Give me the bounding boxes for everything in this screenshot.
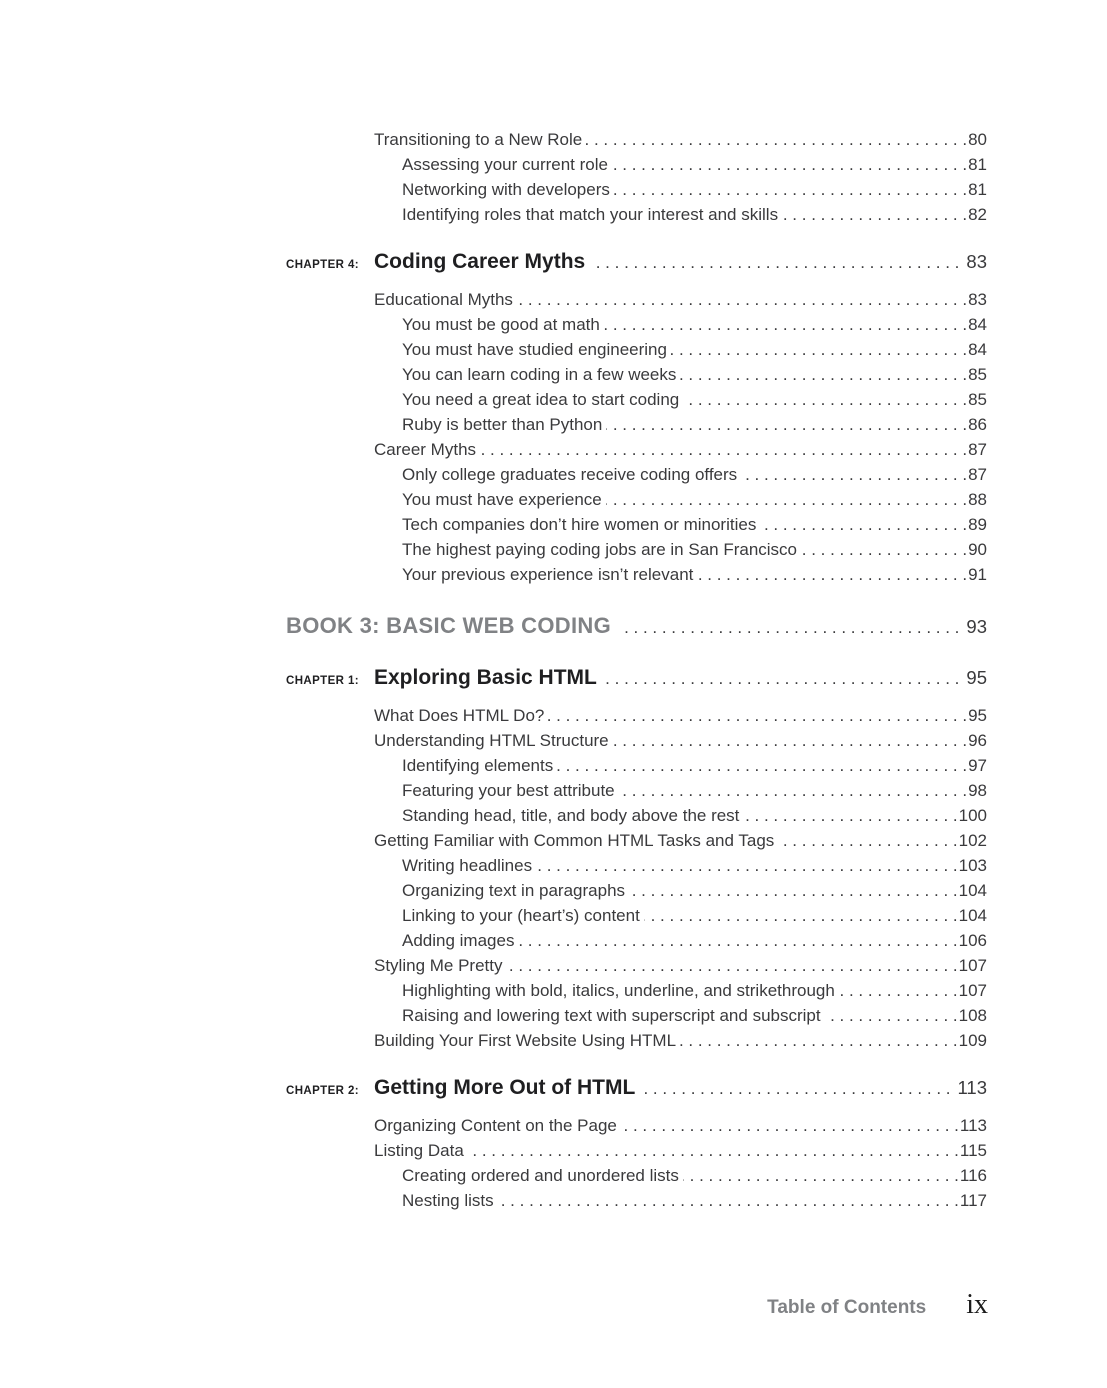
entry-title: You must have experience: [402, 490, 602, 509]
page-number: 115: [959, 1141, 987, 1160]
entry-title: You must have studied engineering: [402, 340, 667, 359]
entry-title: Career Myths: [374, 440, 477, 459]
page-number: 104: [958, 906, 987, 925]
page-number: 95: [968, 706, 987, 725]
dot-leader: [602, 663, 960, 694]
chapter-label: CHAPTER 4:: [286, 259, 360, 271]
dot-leader: [839, 978, 958, 1003]
toc-entry: [286, 978, 987, 1003]
book-title: BOOK 3: BASIC WEB CODING: [286, 613, 611, 638]
page-number: 97: [968, 756, 987, 775]
dot-leader: [621, 1113, 959, 1138]
toc-entry: [286, 412, 987, 437]
page-number: 86: [968, 415, 987, 434]
toc-entry: [286, 1113, 987, 1138]
entry-title: Listing Data: [374, 1141, 464, 1160]
entry-title: Creating ordered and unordered lists: [402, 1166, 679, 1185]
dot-leader: [586, 127, 967, 152]
page-number: 81: [968, 155, 987, 174]
page-footer: [767, 1289, 988, 1321]
dot-leader: [619, 778, 967, 803]
entry-title: Organizing text in paragraphs: [402, 881, 626, 900]
dot-leader: [507, 953, 958, 978]
dot-leader: [743, 803, 957, 828]
dot-leader: [518, 928, 957, 953]
toc-entry: [286, 562, 987, 587]
page-number: 81: [968, 180, 987, 199]
footer-page-number: ix: [966, 1289, 988, 1320]
entry-title: Getting Familiar with Common HTML Tasks and Tags: [374, 831, 775, 850]
chapter-title: Exploring Basic HTML: [374, 666, 597, 689]
page-number: 98: [968, 781, 987, 800]
dot-leader: [640, 1073, 950, 1104]
toc-entry: [286, 928, 987, 953]
entry-title: Adding images: [402, 931, 515, 950]
entry-title: Identifying elements: [402, 756, 554, 775]
toc-entry: [286, 312, 987, 337]
page-number: 96: [968, 731, 987, 750]
entry-title: Highlighting with bold, italics, underline, and strikethrough: [402, 981, 835, 1000]
page-number: 102: [958, 831, 987, 850]
page-number: 84: [968, 340, 987, 359]
toc-entry: [286, 828, 987, 853]
chapter-heading: [286, 662, 987, 697]
entry-title: Linking to your (heart’s) content: [402, 906, 640, 925]
dot-leader: [782, 202, 967, 227]
chapter-label: CHAPTER 2:: [286, 1085, 360, 1097]
dot-leader: [741, 462, 967, 487]
chapter-label: CHAPTER 1:: [286, 675, 360, 687]
page-number: 107: [958, 956, 987, 975]
entry-title: Tech companies don’t hire women or minorities: [402, 515, 757, 534]
page-number: 80: [968, 130, 987, 149]
entry-title: Writing headlines: [402, 856, 533, 875]
toc-entry: [286, 537, 987, 562]
entry-title: Networking with developers: [402, 180, 610, 199]
entry-title: Organizing Content on the Page: [374, 1116, 617, 1135]
entry-title: Building Your First Website Using HTML: [374, 1031, 677, 1050]
toc-entry: [286, 1163, 987, 1188]
dot-leader: [680, 362, 967, 387]
entry-title: Raising and lowering text with superscript and subscript: [402, 1006, 821, 1025]
toc-entry: [286, 437, 987, 462]
page-number: 90: [968, 540, 987, 559]
dot-leader: [671, 337, 967, 362]
page-number: 85: [968, 365, 987, 384]
page-number: 108: [958, 1006, 987, 1025]
toc-entry: [286, 878, 987, 903]
page-number: 93: [966, 616, 987, 637]
toc-entry: [286, 1188, 987, 1213]
toc-entry: [286, 512, 987, 537]
toc-entry: [286, 127, 987, 152]
dot-leader: [697, 562, 967, 587]
toc-entry: [286, 903, 987, 928]
entry-title: You can learn coding in a few weeks: [402, 365, 677, 384]
entry-title: Styling Me Pretty: [374, 956, 503, 975]
dot-leader: [683, 1163, 959, 1188]
entry-title: Featuring your best attribute: [402, 781, 615, 800]
entry-title: Educational Myths: [374, 290, 513, 309]
footer-section-label: Table of Contents: [767, 1297, 927, 1318]
entry-title: Ruby is better than Python: [402, 415, 603, 434]
entry-title: Your previous experience isn’t relevant: [402, 565, 694, 584]
dot-leader: [536, 853, 958, 878]
toc-entry: [286, 853, 987, 878]
dot-leader: [618, 612, 959, 643]
page-number: 100: [958, 806, 987, 825]
book-heading: [286, 610, 987, 643]
dot-leader: [801, 537, 967, 562]
dot-leader: [606, 487, 967, 512]
toc-entry: [286, 1138, 987, 1163]
toc-entry: [286, 953, 987, 978]
page-number: 106: [958, 931, 987, 950]
dot-leader: [557, 753, 967, 778]
page-number: 116: [959, 1166, 987, 1185]
dot-leader: [825, 1003, 958, 1028]
page-number: 83: [966, 251, 987, 272]
chapter-title: Coding Career Myths: [374, 250, 586, 273]
entry-title: Understanding HTML Structure: [374, 731, 609, 750]
toc-entry: [286, 152, 987, 177]
dot-leader: [683, 387, 967, 412]
dot-leader: [644, 903, 958, 928]
dot-leader: [480, 437, 967, 462]
chapter-title: Getting More Out of HTML: [374, 1076, 636, 1099]
entry-title: Assessing your current role: [402, 155, 608, 174]
entry-title: You need a great idea to start coding: [402, 390, 680, 409]
toc-entry: [286, 387, 987, 412]
toc-entry: [286, 803, 987, 828]
dot-leader: [778, 828, 957, 853]
page-number: 89: [968, 515, 987, 534]
page-number: 87: [968, 465, 987, 484]
dot-leader: [760, 512, 967, 537]
entry-title: Transitioning to a New Role: [374, 130, 583, 149]
entry-title: Standing head, title, and body above the rest: [402, 806, 740, 825]
dot-leader: [590, 247, 959, 278]
chapter-heading: [286, 1072, 987, 1107]
entry-title: What Does HTML Do?: [374, 706, 545, 725]
page-number: 103: [958, 856, 987, 875]
page-number: 109: [958, 1031, 987, 1050]
entry-title: Only college graduates receive coding offers: [402, 465, 738, 484]
dot-leader: [548, 703, 967, 728]
dot-leader: [680, 1028, 958, 1053]
toc-entry: [286, 728, 987, 753]
dot-leader: [517, 287, 967, 312]
dot-leader: [629, 878, 958, 903]
toc-entry: [286, 753, 987, 778]
entry-title: The highest paying coding jobs are in San Francisco: [402, 540, 798, 559]
page-number: 83: [968, 290, 987, 309]
toc-entry: [286, 1003, 987, 1028]
page-number: 113: [959, 1116, 987, 1135]
toc-entry: [286, 177, 987, 202]
toc-entry: [286, 487, 987, 512]
dot-leader: [498, 1188, 959, 1213]
toc-list: [286, 127, 987, 1213]
page-number: 87: [968, 440, 987, 459]
toc-entry: [286, 287, 987, 312]
page-number: 117: [959, 1191, 987, 1210]
toc-entry: [286, 337, 987, 362]
dot-leader: [613, 728, 967, 753]
page-number: 85: [968, 390, 987, 409]
dot-leader: [604, 312, 967, 337]
page-number: 91: [968, 565, 987, 584]
page-number: 82: [968, 205, 987, 224]
dot-leader: [468, 1138, 959, 1163]
entry-title: Identifying roles that match your interest and skills: [402, 205, 779, 224]
dot-leader: [614, 177, 967, 202]
page-number: 107: [958, 981, 987, 1000]
dot-leader: [612, 152, 967, 177]
entry-title: Nesting lists: [402, 1191, 494, 1210]
page-number: 113: [957, 1077, 987, 1098]
page-number: 95: [966, 667, 987, 688]
entry-title: You must be good at math: [402, 315, 600, 334]
dot-leader: [606, 412, 967, 437]
page-number: 104: [958, 881, 987, 900]
toc-entry: [286, 1028, 987, 1053]
page-number: 88: [968, 490, 987, 509]
toc-entry: [286, 202, 987, 227]
chapter-heading: [286, 246, 987, 281]
toc-entry: [286, 462, 987, 487]
toc-entry: [286, 362, 987, 387]
page-number: 84: [968, 315, 987, 334]
toc-entry: [286, 703, 987, 728]
toc-entry: [286, 778, 987, 803]
